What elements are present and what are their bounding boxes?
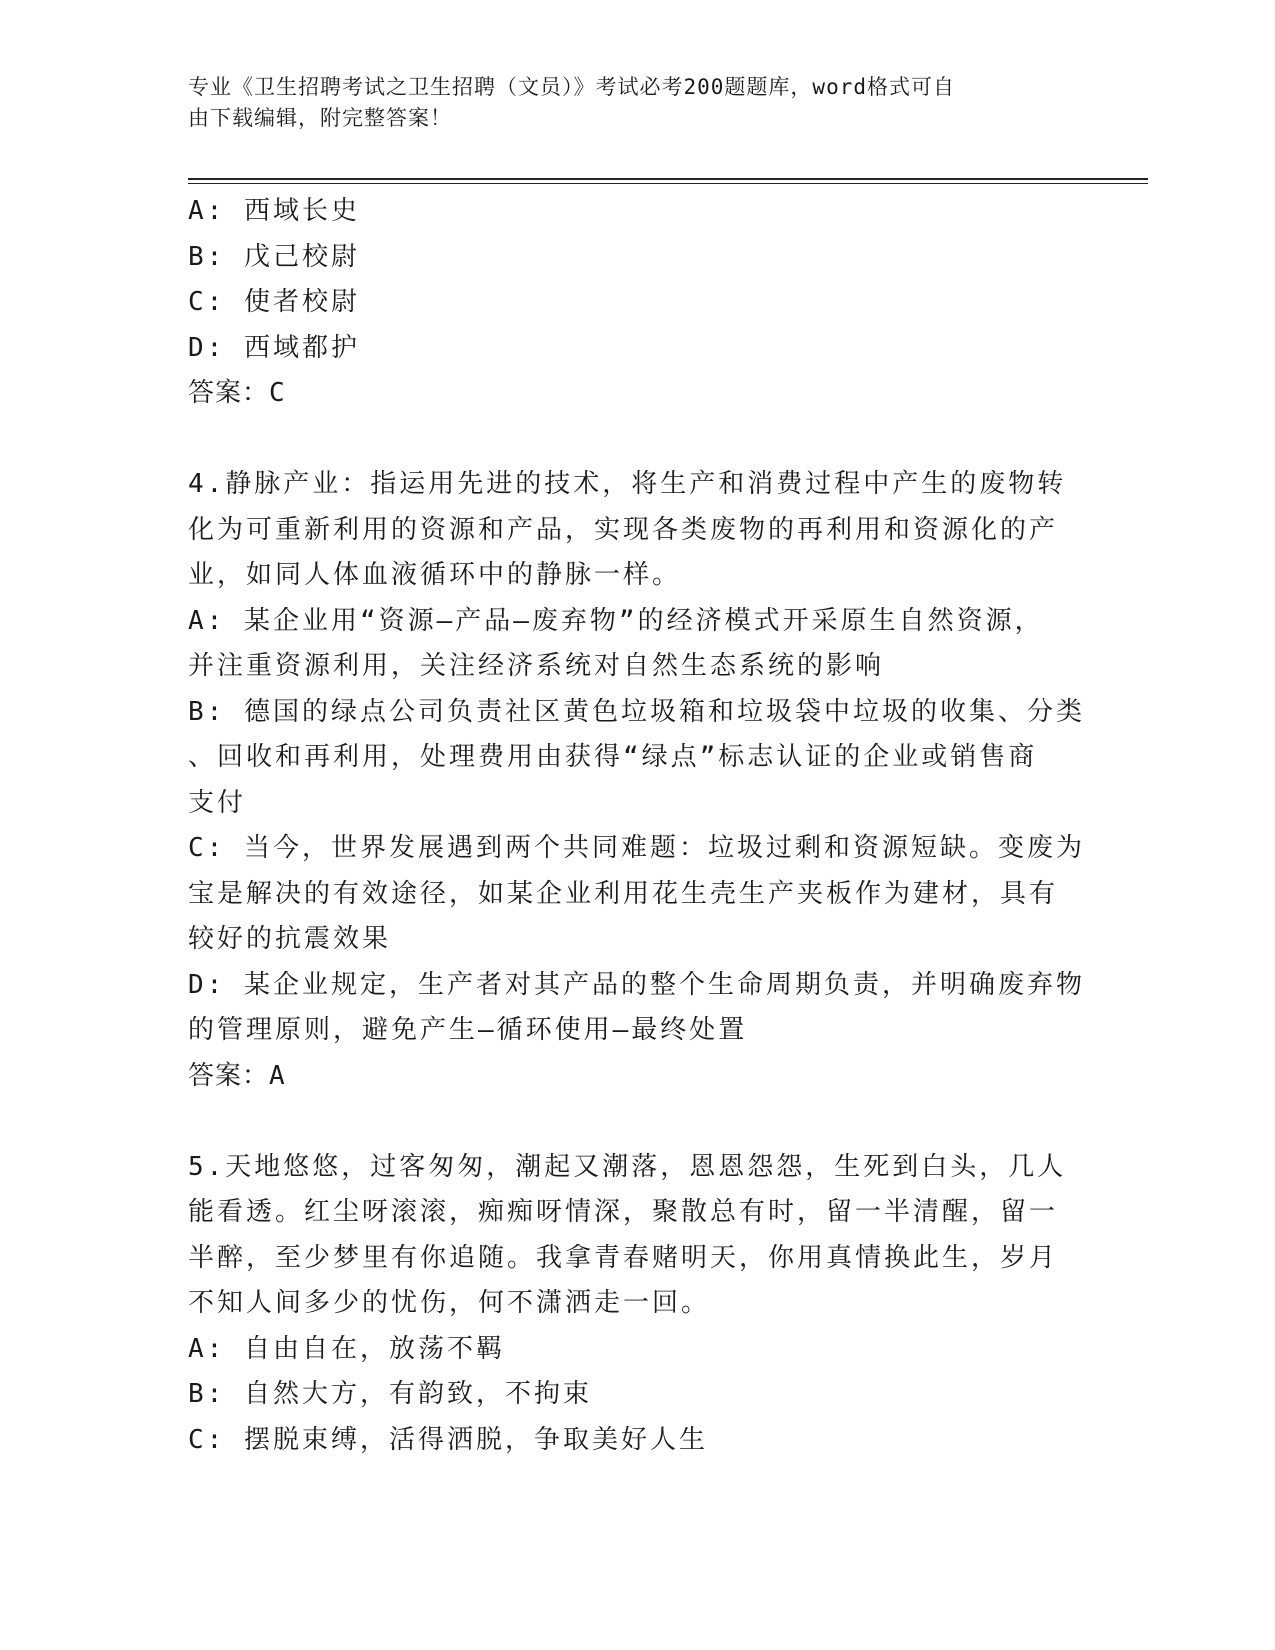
option-b: B: 戊己校尉 [188,241,360,272]
option-c-cont: 较好的抗震效果 [188,924,392,954]
question-content [188,189,1088,1463]
option-a-cont: 并注重资源利用，关注经济系统对自然生态系统的影响 [188,651,885,681]
option-d: D: 西域都护 [188,332,360,363]
option-d: D: 某企业规定，生产者对其产品的整个生命周期负责，并明确废弃物 [188,969,1085,1000]
option-c: C: 当今，世界发展遇到两个共同难题：垃圾过剩和资源短缺。变废为 [188,833,1085,863]
option-d-cont: 的管理原则，避免产生—循环使用—最终处置 [188,1015,748,1045]
document-header [188,72,1068,134]
option-c: C: 使者校尉 [188,287,360,317]
header-divider-thick [188,178,1148,180]
answer-line: 答案：A [188,1060,286,1091]
question-stem-line: 5.天地悠悠，过客匆匆，潮起又潮落，恩恩怨怨，生死到白头，几人 [188,1151,1067,1182]
option-a: A: 某企业用“资源—产品—废弃物”的经济模式开采原生自然资源， [188,605,1044,636]
question-5 [188,1145,1088,1464]
question-stem-line: 半醉，至少梦里有你追随。我拿青春赌明天，你用真情换此生，岁月 [188,1242,1059,1273]
option-c: C: 摆脱束缚，活得洒脱，争取美好人生 [188,1424,708,1455]
question-3 [188,189,1088,417]
header-line-1: 专业《卫生招聘考试之卫生招聘（文员）》考试必考200题题库，word格式可自 [188,75,955,99]
question-stem-line: 不知人间多少的忧伤，何不潇洒走一回。 [188,1288,711,1318]
option-b-cont: 支付 [188,787,247,818]
option-c-cont: 宝是解决的有效途径，如某企业利用花生壳生产夹板作为建材，具有 [188,878,1059,909]
option-b: B: 德国的绿点公司负责社区黄色垃圾箱和垃圾袋中垃圾的收集、分类 [188,696,1085,727]
answer-line: 答案：C [188,378,286,408]
header-divider-thin [188,183,1148,184]
option-b: B: 自然大方，有韵致，不拘束 [188,1379,592,1409]
question-stem-line: 化为可重新利用的资源和产品，实现各类废物的再利用和资源化的产 [188,514,1059,545]
question-4 [188,462,1088,1099]
question-stem-line: 4.静脉产业：指运用先进的技术，将生产和消费过程中产生的废物转 [188,469,1067,499]
question-stem-line: 能看透。红尘呀滚滚，痴痴呀情深，聚散总有时，留一半清醒，留一 [188,1197,1059,1227]
option-a: A: 自由自在，放荡不羁 [188,1333,505,1364]
option-a: A: 西域长史 [188,196,360,226]
option-b-cont: 、回收和再利用，处理费用由获得“绿点”标志认证的企业或销售商 [188,742,1038,772]
question-stem-line: 业，如同人体血液循环中的静脉一样。 [188,560,682,590]
header-line-2: 由下载编辑，附完整答案！ [188,106,452,130]
